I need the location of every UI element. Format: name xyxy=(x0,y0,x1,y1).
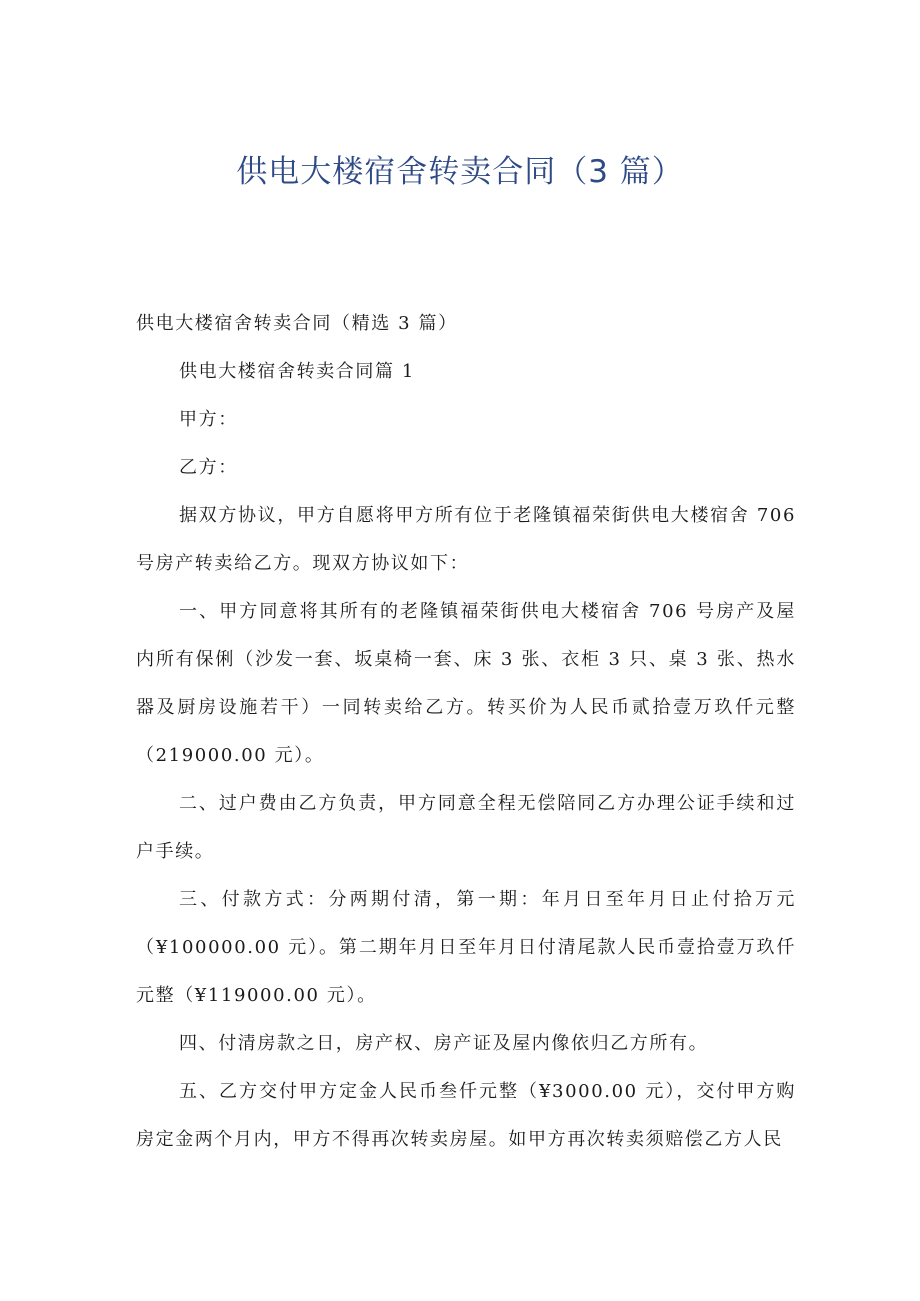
paragraph-clause-3: 三、付款方式：分两期付清，第一期：年月日至年月日止付拾万元（¥100000.00 元）。第二期年月日至年月日付清尾款人民币壹拾壹万玖仟元整（¥119000.00 元）。 xyxy=(136,889,796,1006)
document-subtitle: 供电大楼宿舍转卖合同（精选 3 篇） xyxy=(136,313,458,334)
party-b-label: 乙方： xyxy=(179,457,238,478)
document-title: 供电大楼宿舍转卖合同（3 篇） xyxy=(236,154,684,190)
section-heading: 供电大楼宿舍转卖合同篇 1 xyxy=(179,361,415,382)
document-body xyxy=(136,300,796,1164)
paragraph-clause-5: 五、乙方交付甲方定金人民币叁仟元整（¥3000.00 元），交付甲方购房定金两个月内，甲方不得再次转卖房屋。如甲方再次转卖须赔偿乙方人民 xyxy=(136,1081,796,1150)
paragraph-agreement-intro: 据双方协议，甲方自愿将甲方所有位于老隆镇福荣街供电大楼宿舍 706 号房产转卖给乙方。现双方协议如下： xyxy=(136,505,796,574)
party-a-label: 甲方： xyxy=(179,409,238,430)
paragraph-clause-2: 二、过户费由乙方负责，甲方同意全程无偿陪同乙方办理公证手续和过户手续。 xyxy=(136,793,796,862)
paragraph-clause-4: 四、付清房款之日，房产权、房产证及屋内像依归乙方所有。 xyxy=(179,1033,709,1054)
paragraph-clause-1: 一、甲方同意将其所有的老隆镇福荣街供电大楼宿舍 706 号房产及屋内所有保俐（沙发一套、坂桌椅一套、床 3 张、衣柜 3 只、桌 3 张、热水器及厨房设施若干）一同转卖给乙方。转买价为人民币贰拾壹万玖仟元整（219000.00 元）。 xyxy=(136,601,796,766)
